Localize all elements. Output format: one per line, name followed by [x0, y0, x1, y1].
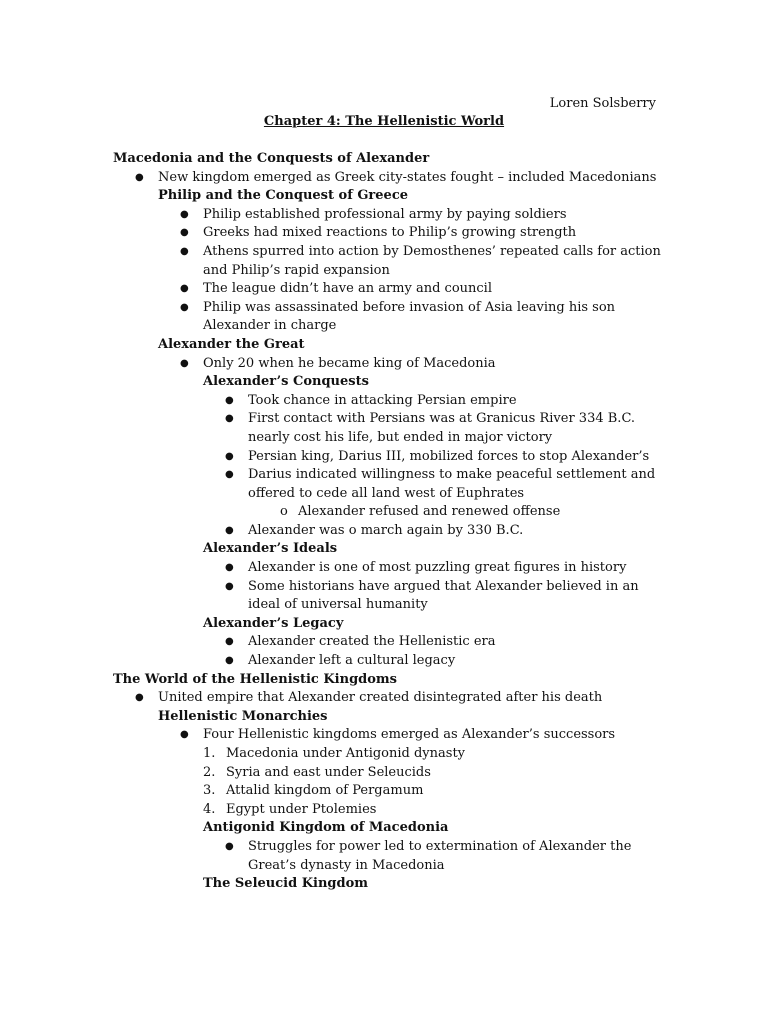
bullet-text: Darius indicated willingness to make peaceful settlement and offered to cede all land west of Euphrates — [248, 467, 656, 501]
hollow-bullet-icon: o — [280, 504, 288, 520]
bullet-text: Persian king, Darius III, mobilized forces to stop Alexander’s — [248, 448, 650, 464]
bullet-text: United empire that Alexander created disintegrated after his death — [158, 690, 603, 706]
bullet-item — [113, 299, 673, 336]
bullet-text: Alexander was o march again by 330 B.C. — [248, 522, 524, 538]
bullet-icon: ● — [225, 580, 234, 592]
bullet-icon: ● — [225, 840, 234, 852]
notes-outline — [113, 150, 673, 894]
section-heading: Alexander’s Conquests — [203, 374, 369, 390]
bullet-item — [113, 726, 673, 745]
bullet-item — [113, 522, 673, 541]
item-number: 1. — [203, 746, 216, 761]
bullet-icon: ● — [180, 301, 189, 313]
section-heading: Alexander’s Ideals — [203, 541, 338, 557]
bullet-item — [113, 392, 673, 411]
bullet-item — [113, 578, 673, 615]
bullet-text: Struggles for power led to extermination of Alexander the Great’s dynasty in Macedonia — [248, 838, 632, 873]
section-heading: Philip and the Conquest of Greece — [158, 188, 409, 204]
bullet-icon: ● — [225, 636, 234, 648]
bullet-item — [113, 169, 673, 188]
bullet-text: Alexander refused and renewed offense — [298, 504, 561, 520]
bullet-icon: ● — [225, 469, 234, 481]
item-text: Attalid kingdom of Pergamum — [226, 783, 424, 799]
bullet-item — [113, 224, 673, 243]
numbered-item — [113, 764, 673, 783]
bullet-icon: ● — [180, 208, 189, 220]
bullet-icon: ● — [180, 283, 189, 295]
bullet-item — [113, 633, 673, 652]
bullet-text: Greeks had mixed reactions to Philip’s growing strength — [203, 225, 577, 241]
item-number: 3. — [203, 783, 216, 799]
bullet-text: First contact with Persians was at Granicus River 334 B.C. nearly cost his life, but ended in major victory — [248, 411, 636, 445]
bullet-item — [113, 559, 673, 578]
item-text: Syria and east under Seleucids — [226, 764, 431, 780]
bullet-text: Some historians have argued that Alexander believed in an ideal of universal humanity — [248, 578, 639, 613]
bullet-item — [113, 355, 673, 374]
bullet-text: Philip established professional army by paying soldiers — [203, 206, 567, 222]
bullet-item — [113, 503, 673, 522]
bullet-item — [113, 838, 673, 875]
bullet-item — [113, 410, 673, 447]
item-number: 4. — [203, 801, 216, 817]
bullet-icon: ● — [225, 413, 234, 425]
section-heading: Alexander the Great — [158, 336, 305, 352]
bullet-item — [113, 689, 673, 708]
bullet-text: The league didn’t have an army and council — [203, 281, 492, 297]
bullet-item — [113, 466, 673, 503]
bullet-text: Philip was assassinated before invasion of Asia leaving his son Alexander in charge — [203, 299, 616, 334]
bullet-icon: ● — [180, 357, 189, 369]
item-text: Egypt under Ptolemies — [226, 801, 377, 817]
section-heading: The Seleucid Kingdom — [203, 876, 369, 892]
bullet-icon: ● — [225, 655, 234, 667]
numbered-item — [113, 782, 673, 801]
bullet-icon: ● — [225, 450, 234, 462]
bullet-icon: ● — [225, 562, 234, 574]
chapter-title: Chapter 4: The Hellenistic World — [263, 114, 505, 129]
bullet-item — [113, 243, 673, 280]
bullet-icon: ● — [225, 394, 234, 406]
bullet-item — [113, 652, 673, 671]
bullet-item — [113, 448, 673, 467]
item-text: Macedonia under Antigonid dynasty — [226, 746, 466, 761]
bullet-icon: ● — [135, 692, 144, 704]
bullet-text: Took chance in attacking Persian empire — [248, 392, 517, 408]
item-number: 2. — [203, 764, 216, 780]
bullet-text: Alexander created the Hellenistic era — [248, 634, 496, 650]
bullet-text: Four Hellenistic kingdoms emerged as Alexander’s successors — [203, 727, 616, 743]
numbered-item — [113, 801, 673, 820]
bullet-icon: ● — [180, 245, 189, 257]
bullet-icon: ● — [225, 524, 234, 536]
section-heading: Macedonia and the Conquests of Alexander — [113, 151, 430, 166]
section-heading: Alexander’s Legacy — [203, 615, 344, 631]
bullet-icon: ● — [135, 171, 144, 183]
bullet-text: New kingdom emerged as Greek city-states fought – included Macedonians — [158, 169, 657, 185]
bullet-item — [113, 280, 673, 299]
bullet-icon: ● — [180, 729, 189, 741]
numbered-item — [113, 745, 673, 764]
author-name: Loren Solsberry — [549, 96, 656, 111]
bullet-item — [113, 206, 673, 225]
bullet-text: Alexander is one of most puzzling great figures in history — [248, 560, 627, 576]
section-heading: Antigonid Kingdom of Macedonia — [203, 820, 449, 836]
bullet-text: Athens spurred into action by Demosthenes’ repeated calls for action and Philip’s rapid expansion — [203, 243, 661, 278]
bullet-text: Alexander left a cultural legacy — [248, 653, 456, 669]
section-heading: Hellenistic Monarchies — [158, 708, 328, 724]
bullet-icon: ● — [180, 227, 189, 239]
bullet-text: Only 20 when he became king of Macedonia — [203, 355, 496, 371]
section-heading: The World of the Hellenistic Kingdoms — [113, 671, 397, 687]
